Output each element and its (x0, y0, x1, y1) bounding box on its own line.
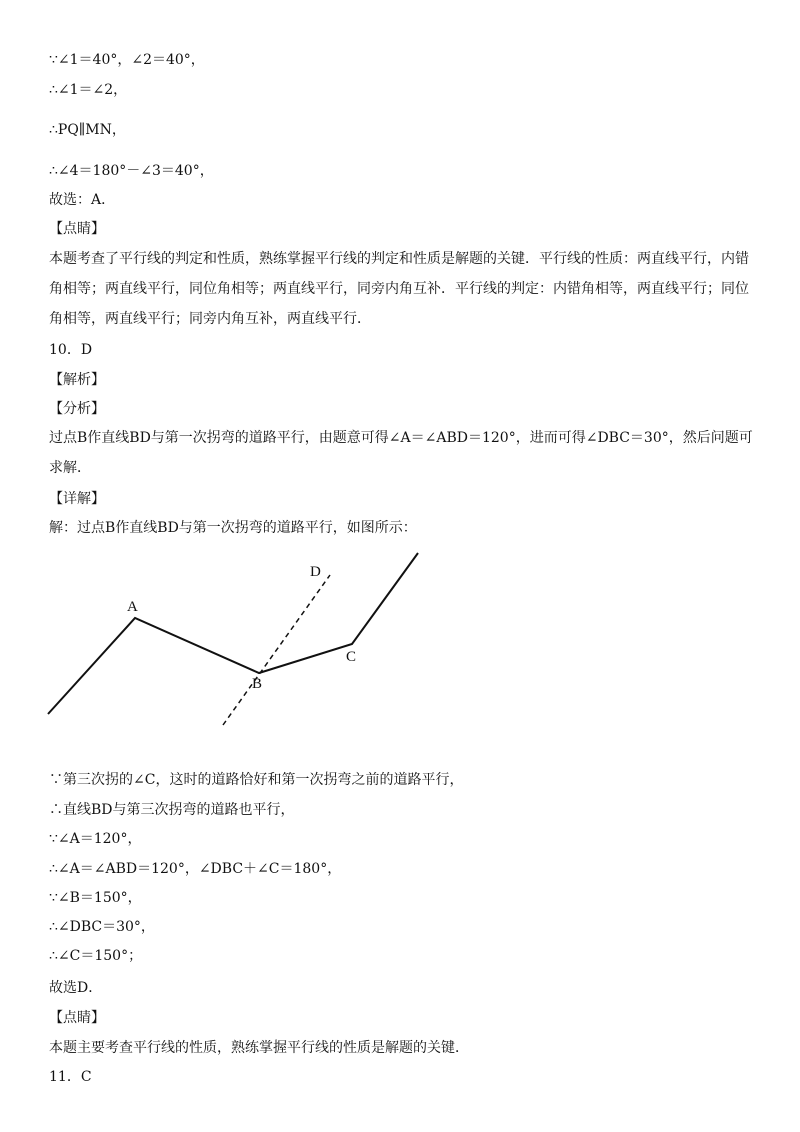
label-b: B (252, 676, 263, 692)
section-heading: 【点睛】 (49, 221, 105, 237)
text-line: ∵第三次拐的∠C，这时的道路恰好和第一次拐弯之前的道路平行， (49, 772, 464, 788)
text-line: ∵∠1＝40°，∠2＝40°， (49, 52, 205, 68)
section-heading: 【分析】 (49, 401, 105, 417)
text-line: ∴直线BD与第三次拐弯的道路也平行， (49, 802, 295, 818)
text-line: 故选：A． (49, 192, 116, 208)
road-turn-figure (40, 548, 440, 738)
text-line: ∴∠A＝∠ABD＝120°，∠DBC＋∠C＝180°， (49, 861, 342, 877)
section-heading: 【解析】 (49, 372, 105, 388)
text-line: ∴∠DBC＝30°， (49, 919, 155, 935)
text-line: ∴∠C＝150°； (49, 948, 143, 964)
label-d: D (310, 564, 321, 580)
label-c: C (346, 649, 357, 665)
text-line: ∴∠4＝180°－∠3＝40°， (49, 163, 214, 179)
text-line: ∴PQ∥MN， (49, 122, 126, 138)
answer-line: 10．D (49, 342, 93, 358)
label-a: A (127, 599, 138, 615)
diagram-svg (40, 548, 440, 738)
section-heading: 【点睛】 (49, 1010, 105, 1026)
paragraph: 本题考查了平行线的判定和性质，熟练掌握平行线的判定和性质是解题的关键．平行线的性质：两直线平行，内错角相等；两直线平行，同位角相等；两直线平行，同旁内角互补．平行线的判定：内错角相等，两直线平行；同位角相等，两直线平行；同旁内角互补，两直线平行． (49, 251, 749, 327)
text-line: ∴∠1＝∠2， (49, 82, 128, 98)
text-line: 解：过点B作直线BD与第一次拐弯的道路平行，如图所示： (49, 520, 417, 536)
answer-line: 11．C (49, 1069, 92, 1085)
section-heading: 【详解】 (49, 491, 105, 507)
text-line: 故选D． (49, 980, 103, 996)
paragraph: 过点B作直线BD与第一次拐弯的道路平行，由题意可得∠A＝∠ABD＝120°，进而可得∠DBC＝30°，然后问题可求解． (49, 430, 753, 476)
text-line: ∵∠A＝120°， (49, 831, 142, 847)
text-line: ∵∠B＝150°， (49, 890, 142, 906)
road-path (48, 553, 418, 714)
line-bd (223, 575, 330, 725)
paragraph: 本题主要考查平行线的性质，熟练掌握平行线的性质是解题的关键． (49, 1040, 469, 1056)
